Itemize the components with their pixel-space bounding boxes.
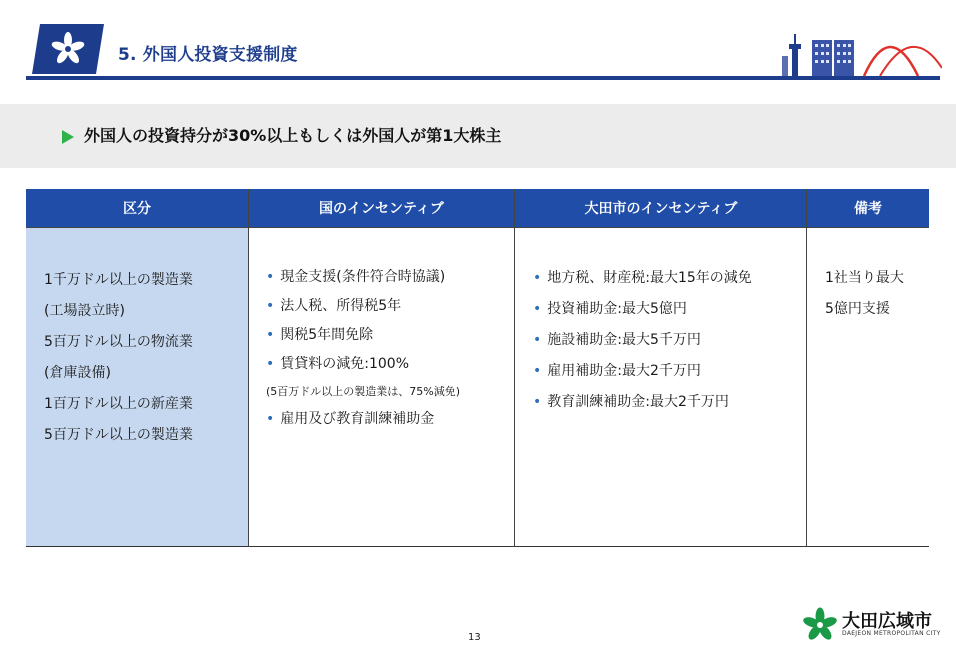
city-incentive-cell xyxy=(515,227,807,547)
header-remarks: 備考 xyxy=(807,189,929,227)
footer-logo-name: 大田広域市 xyxy=(842,611,932,632)
column-divider xyxy=(806,189,807,547)
national-note: (5百万ドル以上の製造業は、75%減免) xyxy=(266,385,461,398)
incentive-table xyxy=(26,189,929,547)
summary-banner-text: 外国人の投資持分が30%以上もしくは外国人が第1大株主 xyxy=(84,126,502,145)
city-item: • 教育訓練補助金:最大2千万円 xyxy=(533,394,729,410)
category-line: 5百万ドル以上の物流業 xyxy=(44,334,193,350)
footer-logo-subtitle: DAEJEON METROPOLITAN CITY xyxy=(842,630,941,637)
header-divider xyxy=(26,76,940,80)
remarks-line: 1社当り最大 xyxy=(825,270,904,286)
page-number: 13 xyxy=(468,632,481,643)
city-skyline-icon xyxy=(772,28,942,78)
national-item: • 法人税、所得税5年 xyxy=(266,298,402,314)
category-line: 5百万ドル以上の製造業 xyxy=(44,427,193,443)
bullet-icon: • xyxy=(533,332,542,348)
national-incentive-cell xyxy=(248,227,515,547)
city-item: • 雇用補助金:最大2千万円 xyxy=(533,363,701,379)
remarks-line: 5億円支援 xyxy=(825,301,890,317)
city-item: • 施設補助金:最大5千万円 xyxy=(533,332,701,348)
category-line: (倉庫設備) xyxy=(44,365,111,381)
national-item: • 現金支援(条件符合時協議) xyxy=(266,269,446,285)
header-row-divider xyxy=(26,227,929,228)
column-divider xyxy=(248,189,249,547)
slide-header xyxy=(0,0,956,82)
play-arrow-icon xyxy=(62,130,74,144)
category-line: 1千万ドル以上の製造業 xyxy=(44,272,193,288)
footer-logo xyxy=(800,605,950,645)
bullet-icon: • xyxy=(266,269,275,285)
slide-title: 5. 外国人投資支援制度 xyxy=(118,45,298,65)
bullet-icon: • xyxy=(533,301,542,317)
bullet-icon: • xyxy=(266,298,275,314)
bullet-icon: • xyxy=(266,411,275,427)
national-item: • 雇用及び教育訓練補助金 xyxy=(266,411,435,427)
category-line: (工場設立時) xyxy=(44,303,125,319)
bullet-icon: • xyxy=(266,327,275,343)
header-city-incentive: 大田市のインセンティブ xyxy=(515,189,807,227)
category-cell xyxy=(26,227,248,547)
bullet-icon: • xyxy=(533,270,542,286)
header-category: 区分 xyxy=(26,189,248,227)
national-item: • 関税5年間免除 xyxy=(266,327,374,343)
bullet-icon: • xyxy=(533,363,542,379)
bullet-icon: • xyxy=(266,356,275,372)
header-national-incentive: 国のインセンティブ xyxy=(248,189,515,227)
national-item: • 賃貸料の減免:100% xyxy=(266,356,410,372)
bullet-icon: • xyxy=(533,394,542,410)
category-line: 1百万ドル以上の新産業 xyxy=(44,396,193,412)
remarks-cell xyxy=(807,227,929,547)
city-item: • 投資補助金:最大5億円 xyxy=(533,301,687,317)
daejeon-green-emblem-icon xyxy=(802,607,838,643)
city-item: • 地方税、財産税:最大15年の減免 xyxy=(533,270,752,286)
daejeon-emblem-icon xyxy=(32,24,104,74)
column-divider xyxy=(514,189,515,547)
